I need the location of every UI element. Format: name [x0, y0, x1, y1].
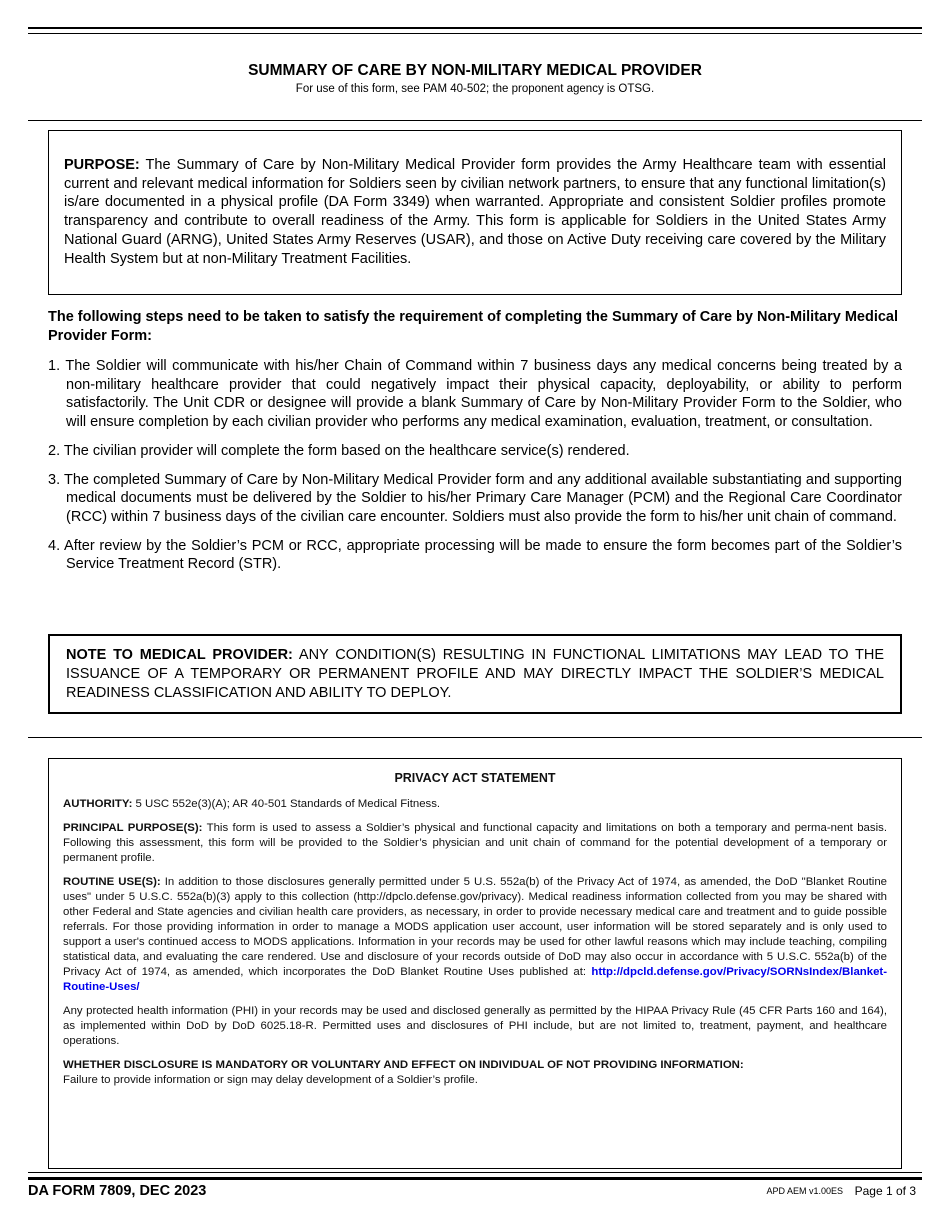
purpose-text: The Summary of Care by Non-Military Medical Provider form provides the Army Healthcare team with essential current and relevant medical information for Soldiers seen by civilian network partners, to ensure that any functional limitation(s) is/are documented in a physical profile (DA Form 3349) when warranted. Appropriate and consistent Soldier profiles promote transparency and contribute to overall readiness of the Army. This form is applicable for Soldiers in the United States Army National Guard (ARNG), United States Army Reserves (USAR), and those on Active Duty receiving care covered by the Military Health System but at non-Military Treatment Facilities.	[64, 157, 886, 267]
authority-label: AUTHORITY:	[63, 798, 133, 810]
form-id: DA FORM 7809, DEC 2023	[28, 1183, 207, 1199]
bottom-rule-thin	[28, 1172, 922, 1173]
form-title: SUMMARY OF CARE BY NON-MILITARY MEDICAL PROVIDER	[248, 62, 702, 79]
routine-use-text: In addition to those disclosures generally permitted under 5 U.S. 552a(b) of the Privacy Act of 1974, as amended, the DoD "Blanket Routine uses" under 5 U.S.C. 552a(b)(3) apply to this collection (http://dpclo.defense.gov/privacy). Medical readiness information collected from you may be shared with other Federal and State agencies and civilian health care providers, as necessary, in order to provide necessary medical care and treatment and to guide possible referrals. For those providing information in order to manage a MODS application user account, user information will be stored separately and is only used to support a user's continued access to MODS applications. Information in your records may be used for other lawful reasons which may include teaching, compiling statistical data, and evaluating the care rendered. Use and disclosure of your records outside of DoD may also occur in accordance with 5 U.S.C. 552a(b) of the Privacy Act of 1974, as amended, which incorporates the DoD Blanket Routine Uses published at:	[63, 876, 887, 978]
form-subtitle: For use of this form, see PAM 40-502; the proponent agency is OTSG.	[295, 83, 655, 95]
purpose-box	[48, 130, 902, 295]
section-divider	[28, 737, 922, 738]
routine-use-label: ROUTINE USE(S):	[63, 876, 161, 888]
phi-text: Any protected health information (PHI) in your records may be used and disclosed generally as permitted by the HIPAA Privacy Rule (45 CFR Parts 160 and 164), as implemented within DoD by DoD 6025.18-R. Permitted uses and disclosures of PHI include, but are not limited to, treatment, payment, and healthcare operations.	[63, 1005, 887, 1047]
disclosure-text: Failure to provide information or sign may delay development of a Soldier’s profile.	[63, 1074, 478, 1086]
top-rule-thin	[28, 33, 922, 34]
privacy-heading: PRIVACY ACT STATEMENT	[394, 771, 556, 785]
principal-purpose-label: PRINCIPAL PURPOSE(S):	[63, 822, 203, 834]
note-box	[48, 634, 902, 714]
disclosure-label: WHETHER DISCLOSURE IS MANDATORY OR VOLUNTARY AND EFFECT ON INDIVIDUAL OF NOT PROVIDING INFORMATION:	[63, 1059, 744, 1071]
routine-uses-link[interactable]: http://dpcld.defense.gov/Privacy/SORNsIndex/Blanket-Routine-Uses/	[63, 966, 887, 993]
note-text: ANY CONDITION(S) RESULTING IN FUNCTIONAL LIMITATIONS MAY LEAD TO THE ISSUANCE OF A TEMPORARY OR PERMANENT PROFILE AND MAY DIRECTLY IMPACT THE SOLDIER’S MEDICAL READINESS CLASSIFICATION AND ABILITY TO DEPLOY.	[66, 647, 885, 701]
page-number: Page 1 of 3	[854, 1184, 916, 1198]
version-label: APD AEM v1.00ES	[766, 1186, 843, 1196]
purpose-label: PURPOSE:	[64, 157, 140, 173]
privacy-act-box	[48, 758, 902, 1169]
top-rule	[28, 27, 922, 29]
step-item: 3. The completed Summary of Care by Non-Military Medical Provider form and any additional available substantiating and supporting medical documents must be delivered by the Soldier to his/her Primary Care Manager (PCM) and the Regional Care Coordinator (RCC) within 7 business days of the civilian care encounter. Soldiers must also provide the form to his/her unit chain of command.	[48, 471, 902, 525]
principal-purpose-text: This form is used to assess a Soldier’s physical and functional capacity and limitations on both a temporary and perma-nent basis. Following this assessment, this form will be provided to the Soldier’s physician and unit chain of command for the potential development of a temporary or permanent profile.	[63, 822, 887, 864]
steps-intro: The following steps need to be taken to satisfy the requirement of completing the Summary of Care by Non-Military Medical Provider Form:	[48, 309, 898, 344]
note-label: NOTE TO MEDICAL PROVIDER:	[66, 647, 293, 663]
steps-list	[48, 357, 902, 584]
step-item: 2. The civilian provider will complete the form based on the healthcare service(s) rendered.	[48, 442, 630, 459]
bottom-rule	[28, 1177, 922, 1180]
header-divider	[28, 120, 922, 121]
step-item: 1. The Soldier will communicate with his/her Chain of Command within 7 business days any medical concerns being treated by a non-military healthcare provider that could negatively impact their physical capacity, deployability, or ability to perform satisfactorily. The Unit CDR or designee will provide a blank Summary of Care by Non-Military Provider Form to the Soldier, who will ensure completion by each civilian provider who performs any medical examination, evaluation, treatment, or consultation.	[48, 358, 902, 431]
authority-text: 5 USC 552e(3)(A); AR 40-501 Standards of Medical Fitness.	[132, 798, 441, 810]
step-item: 4. After review by the Soldier’s PCM or RCC, appropriate processing will be made to ensure the form becomes part of the Soldier’s Service Treatment Record (STR).	[48, 537, 902, 573]
